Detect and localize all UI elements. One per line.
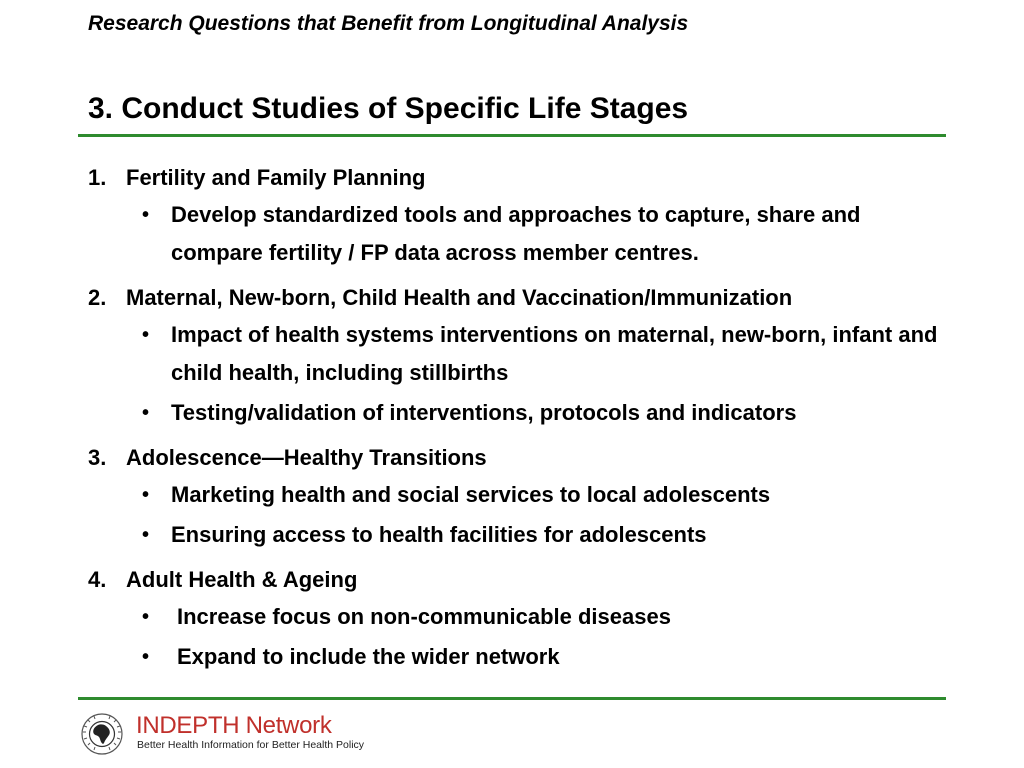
footer-logo: [80, 708, 380, 758]
brand-tagline: Better Health Information for Better Health Policy: [137, 739, 365, 751]
section-maternal-health: [88, 282, 948, 432]
section-number: 3.: [88, 445, 107, 470]
list-item: [138, 196, 948, 272]
bullet-icon: •: [142, 402, 150, 424]
brand-name: INDEPTH Network: [136, 712, 332, 739]
section-heading: Adult Health & Ageing: [126, 567, 358, 592]
footer-divider: [78, 697, 946, 700]
slide-subtitle: Research Questions that Benefit from Longitudinal Analysis: [88, 12, 689, 35]
content-list: [88, 162, 948, 686]
section-number: 2.: [88, 285, 107, 310]
title-divider: [78, 134, 946, 137]
bullet-text: Marketing health and social services to local adolescents: [171, 482, 771, 507]
list-item: [138, 516, 948, 554]
list-item: [138, 598, 948, 636]
section-heading: Fertility and Family Planning: [126, 165, 426, 190]
bullet-text: Ensuring access to health facilities for adolescents: [171, 522, 707, 547]
list-item: [138, 394, 948, 432]
bullet-icon: •: [142, 646, 150, 668]
list-item: [138, 316, 948, 392]
section-adolescence: [88, 442, 948, 554]
section-adult-health: [88, 564, 948, 676]
slide-title: 3. Conduct Studies of Specific Life Stages: [88, 92, 689, 125]
bullet-text: Increase focus on non-communicable diseases: [177, 604, 671, 629]
section-fertility: [88, 162, 948, 272]
globe-icon: [80, 712, 124, 756]
section-heading: Maternal, New-born, Child Health and Vaccination/Immunization: [126, 285, 793, 310]
list-item: [138, 476, 948, 514]
section-number: 4.: [88, 567, 107, 592]
bullet-icon: •: [142, 324, 150, 346]
bullet-text: Expand to include the wider network: [177, 644, 560, 669]
bullet-text: Impact of health systems interventions on maternal, new-born, infant and child health, including stillbirths: [171, 322, 938, 385]
list-item: [138, 638, 948, 676]
bullet-icon: •: [142, 524, 150, 546]
section-number: 1.: [88, 165, 107, 190]
bullet-icon: •: [142, 606, 150, 628]
bullet-icon: •: [142, 484, 150, 506]
bullet-text: Develop standardized tools and approaches to capture, share and compare fertility / FP data across member centres.: [171, 202, 861, 265]
bullet-icon: •: [142, 204, 150, 226]
section-heading: Adolescence—Healthy Transitions: [126, 445, 487, 470]
bullet-text: Testing/validation of interventions, protocols and indicators: [171, 400, 797, 425]
